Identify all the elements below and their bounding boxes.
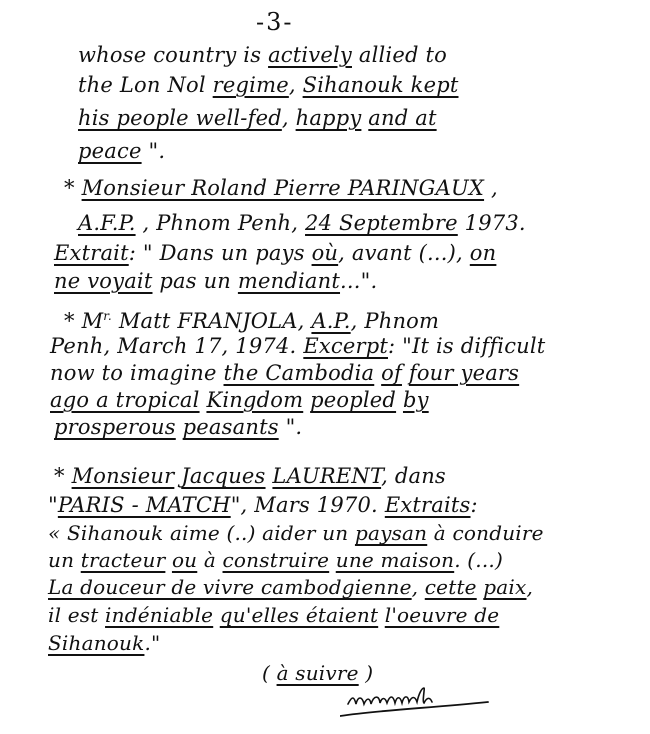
underlined-text: prosperous bbox=[54, 415, 176, 439]
quote3-line6 bbox=[48, 602, 499, 628]
text-segment: " bbox=[48, 493, 58, 517]
text-segment: allied to bbox=[351, 43, 447, 67]
underlined-text: Extraits bbox=[384, 493, 471, 517]
underlined-text: peace bbox=[78, 139, 142, 163]
text-segment: ". bbox=[141, 139, 166, 163]
underlined-text: four years bbox=[408, 361, 520, 385]
underlined-text: A.P. bbox=[311, 309, 351, 333]
underlined-text: happy bbox=[295, 106, 362, 130]
text-segment: . (...) bbox=[454, 548, 503, 572]
underlined-text: cette bbox=[424, 575, 477, 599]
text-segment: il est bbox=[48, 603, 106, 627]
quote3-line7 bbox=[48, 630, 160, 656]
underlined-text: tracteur bbox=[80, 548, 166, 572]
text-segment: « Sihanouk aime (..) aider un bbox=[48, 521, 355, 545]
text-segment: ". bbox=[278, 415, 303, 439]
quote1-line3 bbox=[54, 240, 496, 266]
text-segment: , bbox=[297, 309, 312, 333]
text-segment: pas un bbox=[152, 269, 238, 293]
underlined-text: Monsieur bbox=[71, 464, 175, 488]
underlined-text: Monsieur Roland Pierre PARINGAUX bbox=[81, 176, 485, 200]
text-segment: whose country is bbox=[78, 43, 269, 67]
underlined-text: Jacques bbox=[181, 464, 266, 488]
quote2-line3 bbox=[50, 360, 519, 386]
underlined-text: paix bbox=[483, 575, 527, 599]
underlined-text: une maison bbox=[335, 548, 455, 572]
bullet-asterisk: * bbox=[64, 176, 75, 200]
underlined-text: Kingdom bbox=[206, 388, 304, 412]
underlined-text: mendiant bbox=[237, 269, 341, 293]
underlined-text: où bbox=[311, 241, 339, 265]
text-segment: ", Mars 1970. bbox=[230, 493, 385, 517]
text-segment: , bbox=[526, 575, 534, 599]
paragraph1-line1 bbox=[78, 42, 447, 68]
text-segment: M bbox=[81, 309, 104, 333]
quote2-line4 bbox=[50, 387, 429, 413]
text-segment: à conduire bbox=[427, 521, 544, 545]
text-segment: ." bbox=[144, 631, 161, 655]
underlined-text: construire bbox=[222, 548, 330, 572]
underlined-text: peopled bbox=[310, 388, 397, 412]
text-segment: , bbox=[484, 176, 498, 200]
underlined-text: on bbox=[469, 241, 497, 265]
text-segment: : "It is difficult bbox=[388, 334, 546, 358]
quote3-line1 bbox=[54, 463, 446, 489]
underlined-text: La douceur de vivre cambodgienne bbox=[48, 575, 412, 599]
handwritten-signature bbox=[340, 682, 490, 722]
paragraph1-line2 bbox=[78, 72, 459, 98]
underlined-text: Extrait bbox=[54, 241, 129, 265]
quote1-line2 bbox=[78, 210, 526, 236]
text-segment: now to imagine bbox=[50, 361, 224, 385]
underlined-text: Excerpt bbox=[303, 334, 388, 358]
text-segment: Matt FRANJOLA bbox=[111, 309, 298, 333]
text-segment: ) bbox=[358, 661, 374, 685]
underlined-text: peasants bbox=[182, 415, 279, 439]
quote2-line5 bbox=[54, 414, 302, 440]
text-segment: à bbox=[197, 548, 223, 572]
quote3-line3 bbox=[48, 520, 544, 546]
underlined-text: of bbox=[381, 361, 402, 385]
text-segment: , Phnom bbox=[350, 309, 440, 333]
text-segment bbox=[402, 361, 409, 385]
underlined-text: by bbox=[402, 388, 429, 412]
underlined-text: indéniable bbox=[105, 603, 214, 627]
text-segment: , bbox=[281, 106, 296, 130]
quote3-line4 bbox=[48, 547, 503, 573]
underlined-text: qu'elles étaient bbox=[219, 603, 379, 627]
quote3-line5 bbox=[48, 574, 533, 600]
signature-drawing bbox=[340, 682, 490, 722]
underlined-text: 24 Septembre bbox=[305, 211, 458, 235]
underlined-text: ne voyait bbox=[54, 269, 153, 293]
underlined-text: ou bbox=[171, 548, 198, 572]
superscript-text: r. bbox=[103, 309, 112, 323]
bullet-asterisk: * bbox=[64, 309, 75, 333]
text-segment: , dans bbox=[381, 464, 446, 488]
underlined-text: ago a tropical bbox=[50, 388, 200, 412]
underlined-text: regime bbox=[212, 73, 289, 97]
underlined-text: PARIS - MATCH bbox=[57, 493, 231, 517]
underlined-text: Sihanouk bbox=[48, 631, 145, 655]
quote2-line1 bbox=[64, 303, 439, 334]
underlined-text: LAURENT bbox=[272, 464, 382, 488]
text-segment: , bbox=[411, 575, 425, 599]
text-segment: ( bbox=[262, 661, 277, 685]
underlined-text: the Cambodia bbox=[223, 361, 375, 385]
text-segment: Penh, March 17, 1974. bbox=[50, 334, 304, 358]
quote1-line4 bbox=[54, 268, 377, 294]
text-segment: ...". bbox=[340, 269, 378, 293]
quote2-line2 bbox=[50, 333, 545, 359]
text-segment: , Phnom Penh, bbox=[135, 211, 306, 235]
text-segment: , bbox=[288, 73, 303, 97]
paragraph1-line3 bbox=[78, 105, 437, 131]
text-segment: 1973. bbox=[457, 211, 526, 235]
bullet-asterisk: * bbox=[54, 464, 65, 488]
underlined-text: and at bbox=[368, 106, 437, 130]
quote1-line1 bbox=[64, 175, 498, 201]
underlined-text: l'oeuvre de bbox=[384, 603, 500, 627]
text-segment: un bbox=[48, 548, 81, 572]
underlined-text: à suivre bbox=[276, 661, 359, 685]
text-segment bbox=[176, 415, 183, 439]
paragraph1-line4 bbox=[78, 138, 165, 164]
text-segment: the Lon Nol bbox=[78, 73, 213, 97]
underlined-text: Sihanouk kept bbox=[302, 73, 459, 97]
underlined-text: paysan bbox=[354, 521, 428, 545]
text-segment: , avant (...), bbox=[338, 241, 470, 265]
text-segment bbox=[396, 388, 403, 412]
underlined-text: his people well-fed bbox=[78, 106, 282, 130]
text-segment: : " Dans un pays bbox=[128, 241, 312, 265]
page-number: -3- bbox=[256, 8, 294, 36]
underlined-text: A.F.P. bbox=[78, 211, 136, 235]
quote3-line2 bbox=[48, 492, 478, 518]
underlined-text: actively bbox=[268, 43, 352, 67]
text-segment: : bbox=[470, 493, 478, 517]
